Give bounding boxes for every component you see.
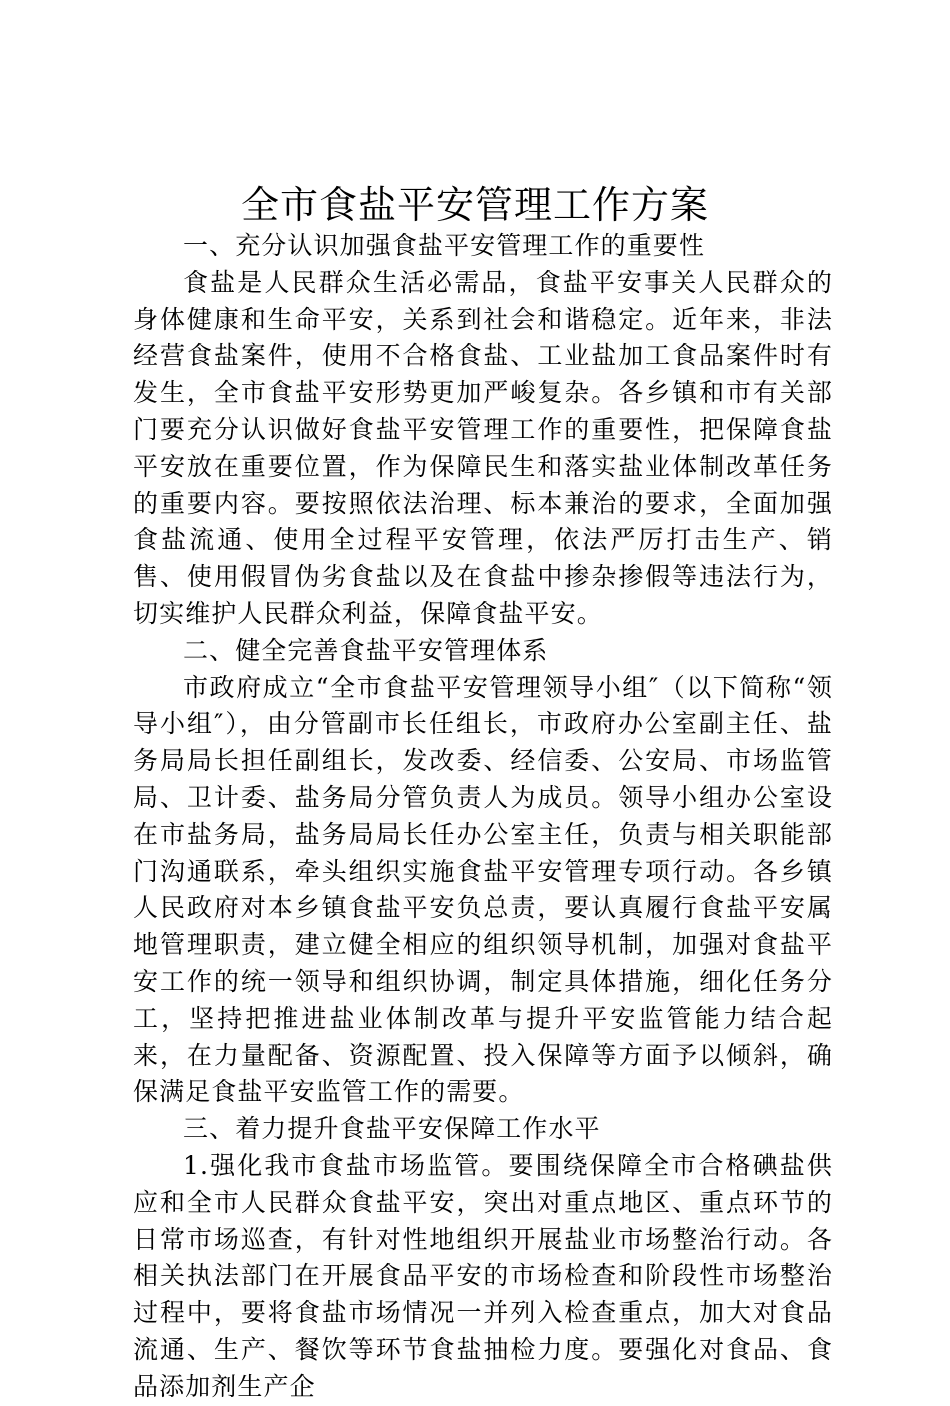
- document-title: 全市食盐平安管理工作方案: [240, 183, 709, 227]
- section-2: [133, 633, 833, 1111]
- section-heading: 三、着力提升食盐平安保障工作水平: [183, 1114, 601, 1144]
- section-heading: 一、充分认识加强食盐平安管理工作的重要性: [183, 231, 706, 260]
- section-paragraph: 1.强化我市食盐市场监管。要围绕保障全市合格碘盐供应和全市人民群众食盐平安，突出对重点地区、重点环节的日常市场巡查，有针对性地组织开展盐业市场整治行动。各相关执法部门在开展食品平安的市场检查和阶段性市场整治过程中，要将食盐市场情况一并列入检查重点，加大对食品流通、生产、餐饮等环节食盐抽检力度。要强化对食品、食品添加剂生产企: [133, 1150, 833, 1401]
- section-heading: 二、健全完善食盐平安管理体系: [183, 635, 549, 665]
- section-paragraph: 食盐是人民群众生活必需品，食盐平安事关人民群众的身体健康和生命平安，关系到社会和谐稳定。近年来，非法经营食盐案件，使用不合格食盐、工业盐加工食品案件时有发生，全市食盐平安形势更加严峻复杂。各乡镇和市有关部门要充分认识做好食盐平安管理工作的重要性，把保障食盐平安放在重要位置，作为保障民生和落实盐业体制改革任务的重要内容。要按照依法治理、标本兼治的要求，全面加强食盐流通、使用全过程平安管理，依法严厉打击生产、销售、使用假冒伪劣食盐以及在食盐中掺杂掺假等违法行为，切实维护人民群众利益，保障食盐平安。: [133, 267, 833, 628]
- section-3: [133, 1111, 833, 1405]
- document-body: [133, 228, 833, 1406]
- section-1: [133, 228, 833, 633]
- section-paragraph: 市政府成立“全市食盐平安管理领导小组″（以下简称“领导小组″），由分管副市长任组长，市政府办公室副主任、盐务局局长担任副组长，发改委、经信委、公安局、市场监管局、卫计委、盐务局分管负责人为成员。领导小组办公室设在市盐务局，盐务局局长任办公室主任，负责与相关职能部门沟通联系，牵头组织实施食盐平安管理专项行动。各乡镇人民政府对本乡镇食盐平安负总责，要认真履行食盐平安属地管理职责，建立健全相应的组织领导机制，加强对食盐平安工作的统一领导和组织协调，制定具体措施，细化任务分工，坚持把推进盐业体制改革与提升平安监管能力结合起来，在力量配备、资源配置、投入保障等方面予以倾斜，确保满足食盐平安监管工作的需要。: [133, 672, 833, 1107]
